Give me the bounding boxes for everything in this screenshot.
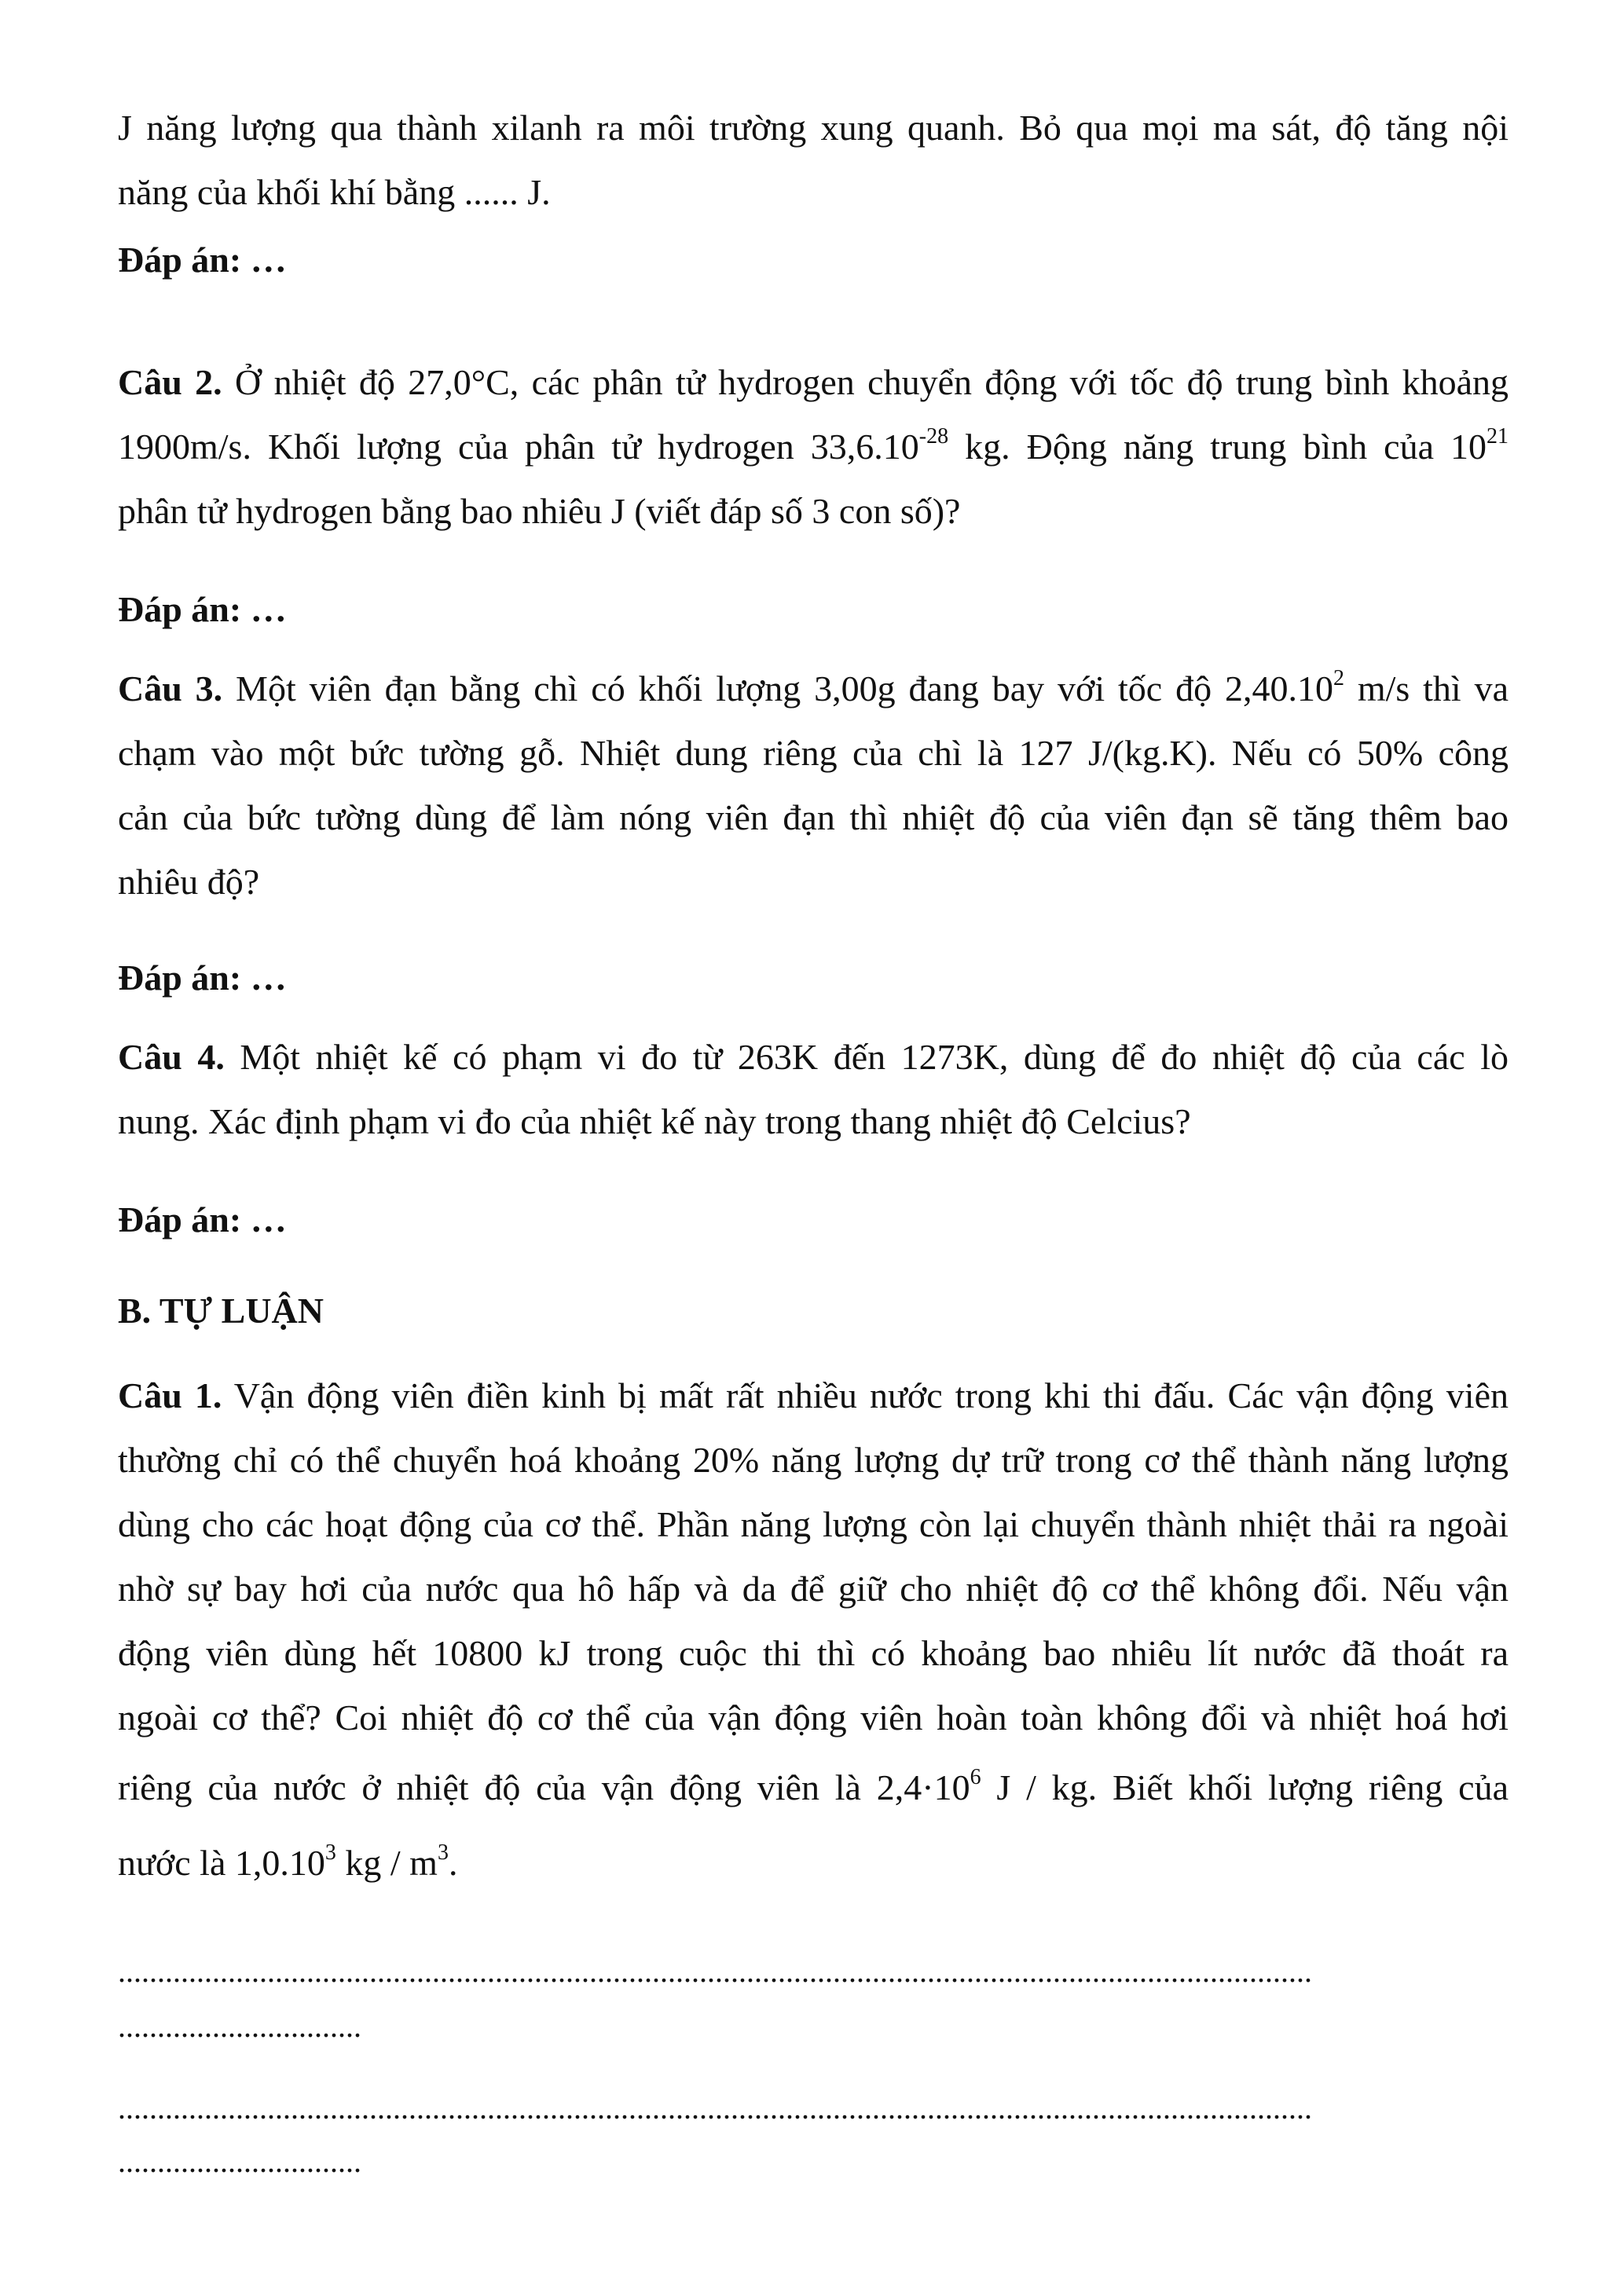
exponent: 2 — [1333, 665, 1344, 690]
text-line: động viên dùng hết 10800 kJ trong cuộc thi thì có khoảng bao nhiêu lít nước đã thoát ra — [118, 1633, 1509, 1673]
answer-label: Đáp án: … — [118, 958, 287, 998]
text-line: ngoài cơ thể? Coi nhiệt độ cơ thể của vận động viên hoàn toàn không đổi và nhiệt hoá hơi — [118, 1697, 1509, 1738]
text-line: Câu 3. Một viên đạn bằng chì có khối lượng 3,00g đang bay với tốc độ 2,40.10$^2$ m/s thì va — [118, 665, 1509, 709]
exponent: 21 — [1487, 423, 1509, 449]
question-label: Câu 4. — [118, 1037, 225, 1077]
question-label: Câu 3. — [118, 668, 223, 709]
question-2 — [118, 350, 1509, 544]
text-line: nhờ sự bay hơi của nước qua hô hấp và da để giữ cho nhiệt độ cơ thể không đổi. Nếu vận — [118, 1569, 1509, 1609]
text-line: nước là 1,0.10$^3$ kg / $m^3$. — [118, 1840, 458, 1883]
text-line: J năng lượng qua thành xilanh ra môi trường xung quanh. Bỏ qua mọi ma sát, độ tăng nội — [118, 108, 1509, 148]
text-line: 1900m/s. Khối lượng của phân tử hydrogen $33,6.10^{-28}$ kg. Động năng trung bình của $10^{21}$ — [118, 423, 1509, 467]
exponent: -28 — [918, 423, 949, 449]
answer-dotted-line: ........................................................................................................................................................ — [118, 1954, 1312, 1989]
answer-label: Đáp án: … — [118, 240, 287, 280]
answer-dotted-line: ............................... — [118, 2009, 361, 2044]
answer-label: Đáp án: … — [118, 1199, 287, 1240]
text-line: Câu 1. Vận động viên điền kinh bị mất rất nhiều nước trong khi thi đấu. Các vận động viên — [118, 1375, 1509, 1415]
exponent: 3 — [437, 1840, 449, 1865]
text-line: nhiêu độ? — [118, 862, 260, 902]
answer-label: Đáp án: … — [118, 589, 287, 629]
text-line: Câu 2. Ở nhiệt độ 27,0°C, các phân tử hydrogen chuyển động với tốc độ trung bình khoảng — [118, 362, 1509, 402]
text-line: thường chỉ có thể chuyển hoá khoảng 20% năng lượng dự trữ trong cơ thể thành năng lượng — [118, 1440, 1509, 1480]
question-label: Câu 1. — [118, 1375, 222, 1415]
answer-dotted-line: ........................................................................................................................................................ — [118, 2090, 1312, 2126]
text-line: dùng cho các hoạt động của cơ thể. Phần năng lượng còn lại chuyển thành nhiệt thải ra ngoài — [118, 1504, 1509, 1544]
question-4 — [118, 1025, 1509, 1154]
text-line: Câu 4. Một nhiệt kế có phạm vi đo từ 263K đến 1273K, dùng để đo nhiệt độ của các lò — [118, 1037, 1509, 1077]
exponent: 6 — [970, 1764, 981, 1789]
text-line: nung. Xác định phạm vi đo của nhiệt kế này trong thang nhiệt độ Celcius? — [118, 1101, 1191, 1141]
answer-dotted-line: ............................... — [118, 2144, 361, 2179]
text-line: riêng của nước ở nhiệt độ của vận động viên là $2,4\cdot 10^6$ J / kg. Biết khối lượng riêng của — [118, 1764, 1509, 1807]
text-line: phân tử hydrogen bằng bao nhiêu J (viết đáp số 3 con số)? — [118, 491, 961, 531]
carryover-paragraph — [118, 96, 1509, 225]
text-line: chạm vào một bức tường gỗ. Nhiệt dung riêng của chì là 127 J/(kg.K). Nếu có 50% công — [118, 733, 1509, 773]
section-heading: B. TỰ LUẬN — [118, 1291, 324, 1331]
question-label: Câu 2. — [118, 362, 222, 402]
essay-question-1 — [118, 1364, 1509, 1901]
exponent: 3 — [324, 1840, 336, 1865]
text-line: cản của bức tường dùng để làm nóng viên đạn thì nhiệt độ của viên đạn sẽ tăng thêm bao — [118, 797, 1509, 837]
question-3 — [118, 657, 1509, 914]
text-line: năng của khối khí bằng ...... J. — [118, 172, 551, 212]
